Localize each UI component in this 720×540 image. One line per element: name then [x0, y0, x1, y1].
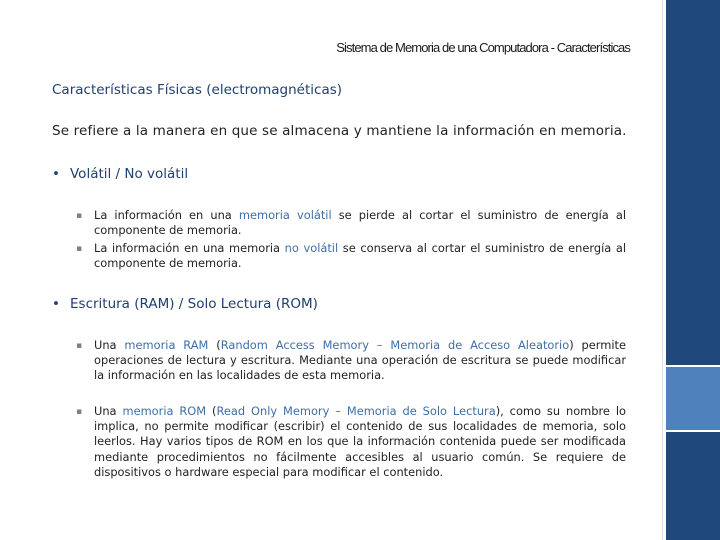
- highlight-term: no volátil: [284, 241, 339, 255]
- sub-bullet-text: La información en una memoria volátil se pierde al cortar el suministro de energía al componente de memoria.: [94, 208, 626, 238]
- sub-bullet-text: Una memoria RAM (Random Access Memory – Memoria de Acceso Aleatorio) permite operaciones de lectura y escritura. Mediante una operación de escritura se puede modificar la información en las localidades de esta memoria.: [94, 338, 626, 383]
- bar-separator: [666, 430, 720, 432]
- intro-text: Se refiere a la manera en que se almacena y mantiene la información en memoria.: [52, 123, 627, 139]
- highlight-term: memoria ROM: [122, 404, 207, 418]
- highlight-term: memoria volátil: [238, 208, 332, 222]
- highlight-term: memoria RAM: [124, 338, 209, 352]
- sub-bullet-ram: [76, 338, 626, 384]
- sub-bullet-rom: [76, 404, 626, 480]
- highlight-term: Read Only Memory – Memoria de Solo Lectura: [216, 404, 496, 418]
- sub-bullet-volatil: [76, 208, 626, 238]
- bullet-title: Escritura (RAM) / Solo Lectura (ROM): [70, 296, 318, 312]
- sub-bullet-text: Una memoria ROM (Read Only Memory – Memoria de Solo Lectura), como su nombre lo implica, no permite modificar (escribir) el contenido de sus localidades de memoria, solo leerlos. Hay varios tipos de ROM en los que la información contenida puede ser modificada mediante procedimientos no fácilmente accesibles al usuario común. Se requiere de dispositivos o hardware especial para modificar el contenido.: [94, 404, 626, 479]
- square-bullet-icon: ▪: [76, 407, 83, 417]
- square-bullet-icon: ▪: [76, 211, 83, 221]
- square-bullet-icon: ▪: [76, 244, 83, 254]
- sub-bullet-no-volatil: [76, 241, 626, 271]
- slide-header: Sistema de Memoria de una Computadora - Características: [336, 40, 630, 55]
- bar-accent-block: [666, 367, 720, 430]
- highlight-term: Random Access Memory – Memoria de Acceso Aleatorio: [220, 338, 570, 352]
- sub-bullet-text: La información en una memoria no volátil se conserva al cortar el suministro de energía al componente de memoria.: [94, 241, 627, 271]
- right-decorative-bar: [666, 0, 720, 540]
- section-heading: Características Físicas (electromagnéticas): [52, 82, 343, 98]
- bullet-title: Volátil / No volátil: [70, 166, 189, 182]
- bullet-dot-icon: •: [52, 296, 60, 312]
- bullet-dot-icon: •: [52, 166, 60, 182]
- vertical-divider: [662, 0, 663, 540]
- square-bullet-icon: ▪: [76, 341, 83, 351]
